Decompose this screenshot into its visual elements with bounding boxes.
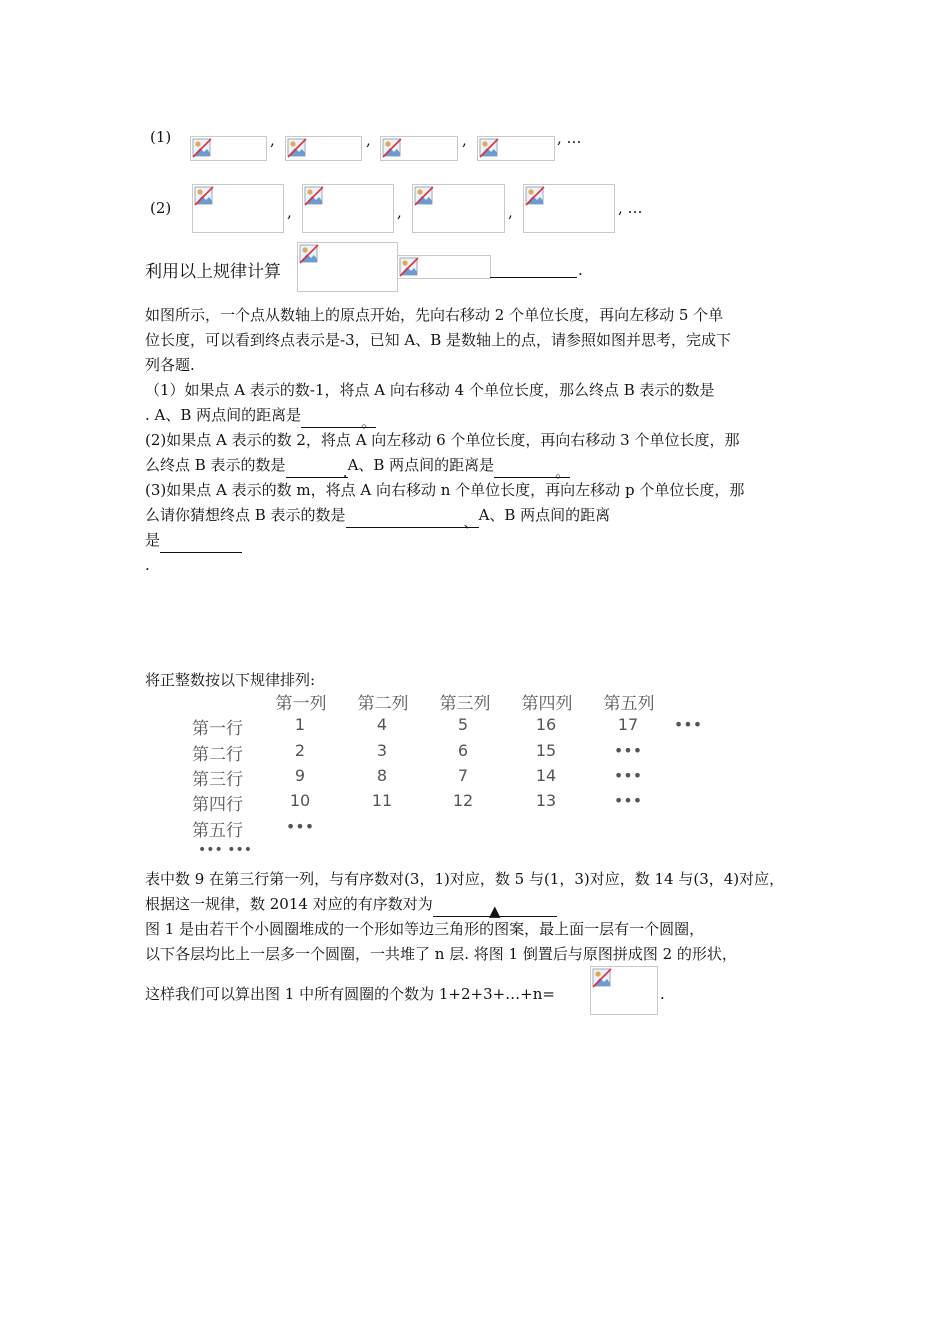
row-header: 第五行 — [192, 821, 243, 841]
table-cell: 9 — [294, 766, 306, 785]
answer-blank — [490, 260, 577, 278]
q2-intro-line2: 位长度，可以看到终点表示是-3，已知 A、B 是数轴上的点，请参照如图并思考，完成下 — [145, 331, 732, 349]
broken-image-icon — [412, 184, 505, 233]
comma: , — [366, 131, 371, 149]
col-header: 第二列 — [357, 694, 409, 714]
table-cell: 1 — [294, 715, 306, 734]
comma: , — [287, 203, 292, 221]
table-cell: 7 — [457, 766, 469, 785]
part2-blank2: 。 — [494, 460, 570, 478]
broken-image-icon — [297, 242, 398, 292]
table-cell: ••• — [285, 817, 315, 836]
q4-line1: 图 1 是由若干个小圆圈堆成的一个形如等边三角形的图案，最上面一层有一个圆圈， — [145, 920, 705, 938]
broken-image-icon — [477, 136, 555, 161]
q2-end-dot: . — [145, 556, 150, 574]
broken-image-icon — [302, 184, 394, 233]
table-cell: 12 — [452, 791, 474, 810]
q3-intro: 将正整数按以下规律排列: — [145, 671, 316, 689]
q2-part2-line1: (2)如果点 A 表示的数 2，将点 A 向左移动 6 个单位长度，再向右移动 3 个单位长度，那 — [145, 431, 740, 449]
q3-desc-line1: 表中数 9 在第三行第一列，与有序数对(3，1)对应，数 5 与(1，3)对应，数 14 与(3，4)对应， — [145, 870, 785, 888]
table-cell: ••• — [613, 741, 643, 760]
part2-text: 么终点 B 表示的数是 — [145, 456, 286, 474]
broken-image-icon — [190, 136, 267, 161]
broken-image-icon — [523, 184, 615, 233]
part3-mid: A、B 两点间的距离 — [478, 506, 611, 524]
q2-part1-line2 — [145, 403, 377, 431]
table-cell: 8 — [376, 766, 388, 785]
table-cell: ••• — [613, 766, 643, 785]
row-header: 第三行 — [192, 770, 243, 790]
comma: , — [397, 203, 402, 221]
q2-part3-line2 — [145, 503, 611, 531]
part3-blank2 — [160, 535, 242, 553]
q2-part3-line1: (3)如果点 A 表示的数 m，将点 A 向右移动 n 个单位长度，再向左移动 p 个单位长度，那 — [145, 481, 745, 499]
table-cell: ••• — [673, 715, 703, 734]
table-tail-dots: ••• ••• — [198, 842, 252, 858]
q2-intro-line1: 如图所示，一个点从数轴上的原点开始，先向右移动 2 个单位长度，再向左移动 5 个单 — [145, 306, 724, 324]
col-header: 第五列 — [603, 694, 655, 714]
broken-image-icon — [192, 184, 284, 233]
q2-part3-line3 — [145, 528, 242, 553]
table-cell: 6 — [457, 741, 469, 760]
part3-is: 是 — [145, 531, 161, 549]
q2-intro-line3: 列各题. — [145, 356, 195, 374]
table-cell: 5 — [457, 715, 469, 734]
broken-image-icon — [380, 136, 458, 161]
row-header: 第一行 — [192, 719, 243, 739]
row2-label: (2) — [150, 199, 172, 217]
table-cell: 14 — [535, 766, 557, 785]
q2-part2-line2 — [145, 453, 571, 481]
table-cell: 17 — [617, 715, 639, 734]
part2-mid: A、B 两点间的距离是 — [347, 456, 495, 474]
table-cell: 2 — [294, 741, 306, 760]
comma: , — [270, 131, 275, 149]
table-cell: 13 — [535, 791, 557, 810]
table-cell: 10 — [289, 791, 311, 810]
q3-desc-line2 — [145, 892, 557, 920]
part1-blank: 。 — [301, 410, 376, 428]
q4-line3: 这样我们可以算出图 1 中所有圆圈的个数为 1+2+3+…+n= — [145, 985, 555, 1003]
table-cell: ••• — [613, 791, 643, 810]
part1-text: . A、B 两点间的距离是 — [145, 406, 302, 424]
ellipsis: , … — [618, 199, 643, 217]
broken-image-icon — [285, 136, 362, 161]
table-cell: 11 — [371, 791, 393, 810]
row-header: 第二行 — [192, 745, 243, 765]
part3-text: 么请你猜想终点 B 表示的数是 — [145, 506, 346, 524]
col-header: 第三列 — [439, 694, 491, 714]
part2-blank1: . — [286, 460, 348, 478]
col-header: 第四列 — [521, 694, 573, 714]
comma: , — [462, 131, 467, 149]
row1-label: (1) — [150, 128, 172, 146]
ellipsis: , … — [557, 129, 582, 147]
period: . — [578, 261, 583, 279]
q4-line2: 以下各层均比上一层多一个圆圈，一共堆了 n 层. 将图 1 倒置后与原图拼成图 2 的形状， — [145, 945, 737, 963]
q3-desc-text: 根据这一规律，数 2014 对应的有序数对为 — [145, 895, 433, 913]
comma: , — [508, 203, 513, 221]
col-header: 第一列 — [275, 694, 327, 714]
calc-text: 利用以上规律计算 — [145, 262, 281, 282]
table-cell: 15 — [535, 741, 557, 760]
part3-blank: 、 — [346, 510, 479, 528]
period: . — [660, 985, 665, 1003]
broken-image-icon — [590, 966, 658, 1015]
row-header: 第四行 — [192, 795, 243, 815]
table-cell: 4 — [376, 715, 388, 734]
triangle-blank: ▲ — [433, 899, 557, 917]
table-cell: 3 — [376, 741, 388, 760]
q2-part1-line1: （1）如果点 A 表示的数-1，将点 A 向右移动 4 个单位长度，那么终点 B 表示的数是 — [145, 381, 715, 399]
table-cell: 16 — [535, 715, 557, 734]
broken-image-icon — [397, 255, 491, 279]
